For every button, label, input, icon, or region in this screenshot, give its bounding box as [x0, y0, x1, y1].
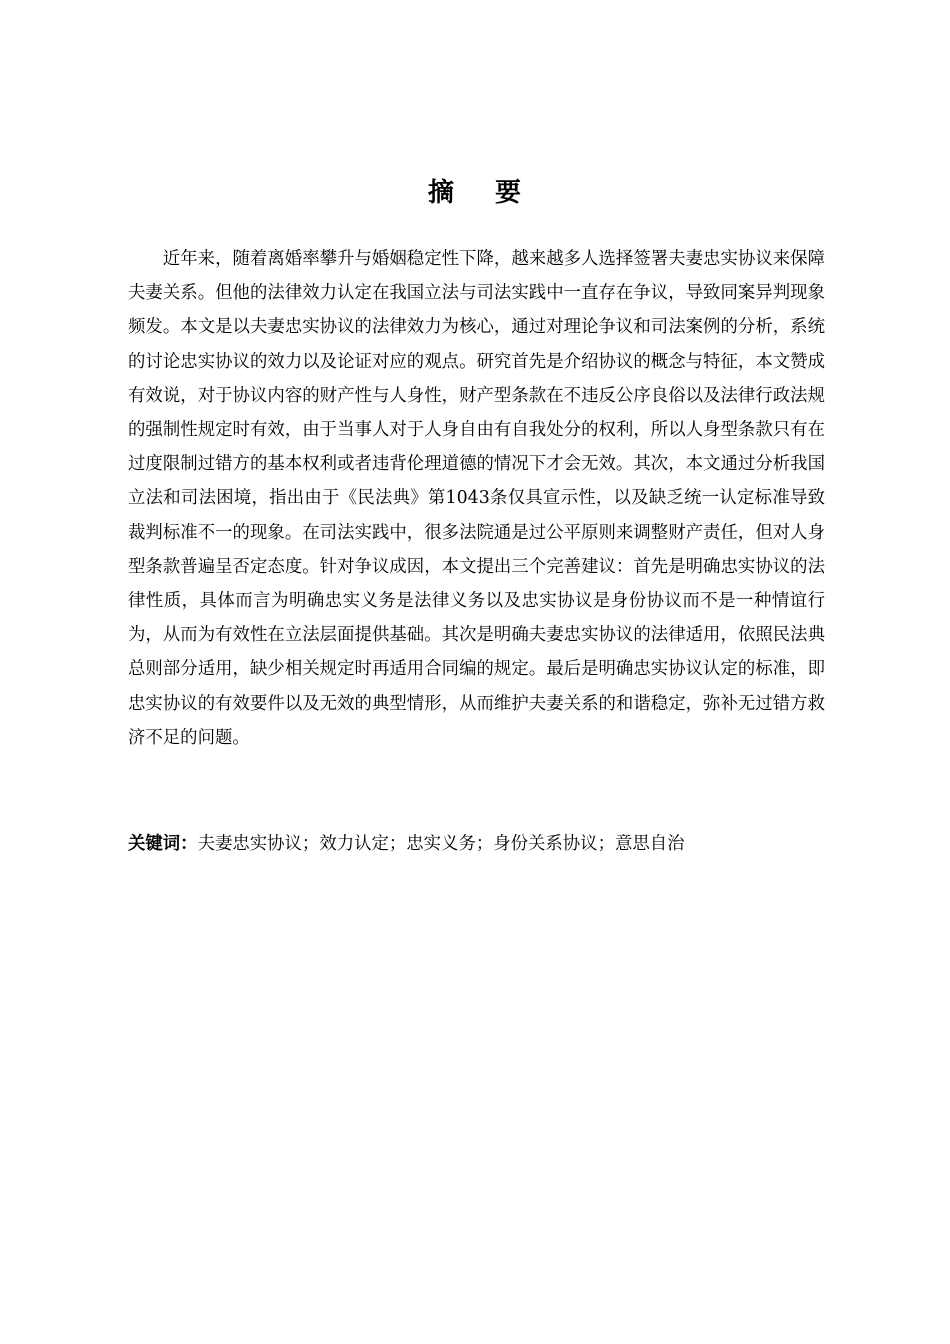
title-char-1: 摘 — [427, 178, 455, 208]
page-title — [0, 173, 950, 213]
keywords-label: 关键词： — [128, 834, 198, 854]
keywords-line — [128, 829, 825, 859]
abstract-paragraph: 近年来，随着离婚率攀升与婚姻稳定性下降，越来越多人选择签署夫妻忠实协议来保障夫妻关系。但他的法律效力认定在我国立法与司法实践中一直存在争议，导致同案异判现象频发。本文是以夫妻忠实协议的法律效力为核心，通过对理论争议和司法案例的分析，系统的讨论忠实协议的效力以及论证对应的观点。研究首先是介绍协议的概念与特征，本文赞成有效说，对于协议内容的财产性与人身性，财产型条款在不违反公序良俗以及法律行政法规的强制性规定时有效，由于当事人对于人身自由有自我处分的权利，所以人身型条款只有在过度限制过错方的基本权利或者违背伦理道德的情况下才会无效。其次，本文通过分析我国立法和司法困境，指出由于《民法典》第1043条仅具宣示性，以及缺乏统一认定标准导致裁判标准不一的现象。在司法实践中，很多法院通是过公平原则来调整财产责任，但对人身型条款普遍呈否定态度。针对争议成因，本文提出三个完善建议：首先是明确忠实协议的法律性质，具体而言为明确忠实义务是法律义务以及忠实协议是身份协议而不是一种情谊行为，从而为有效性在立法层面提供基础。其次是明确夫妻忠实协议的法律适用，依照民法典总则部分适用，缺少相关规定时再适用合同编的规定。最后是明确忠实协议认定的标准，即忠实协议的有效要件以及无效的典型情形，从而维护夫妻关系的和谐稳定，弥补无过错方救济不足的问题。 — [128, 249, 825, 748]
keywords-text: 夫妻忠实协议；效力认定；忠实义务；身份关系协议；意思自治 — [197, 834, 685, 854]
title-char-2: 要 — [495, 178, 523, 208]
